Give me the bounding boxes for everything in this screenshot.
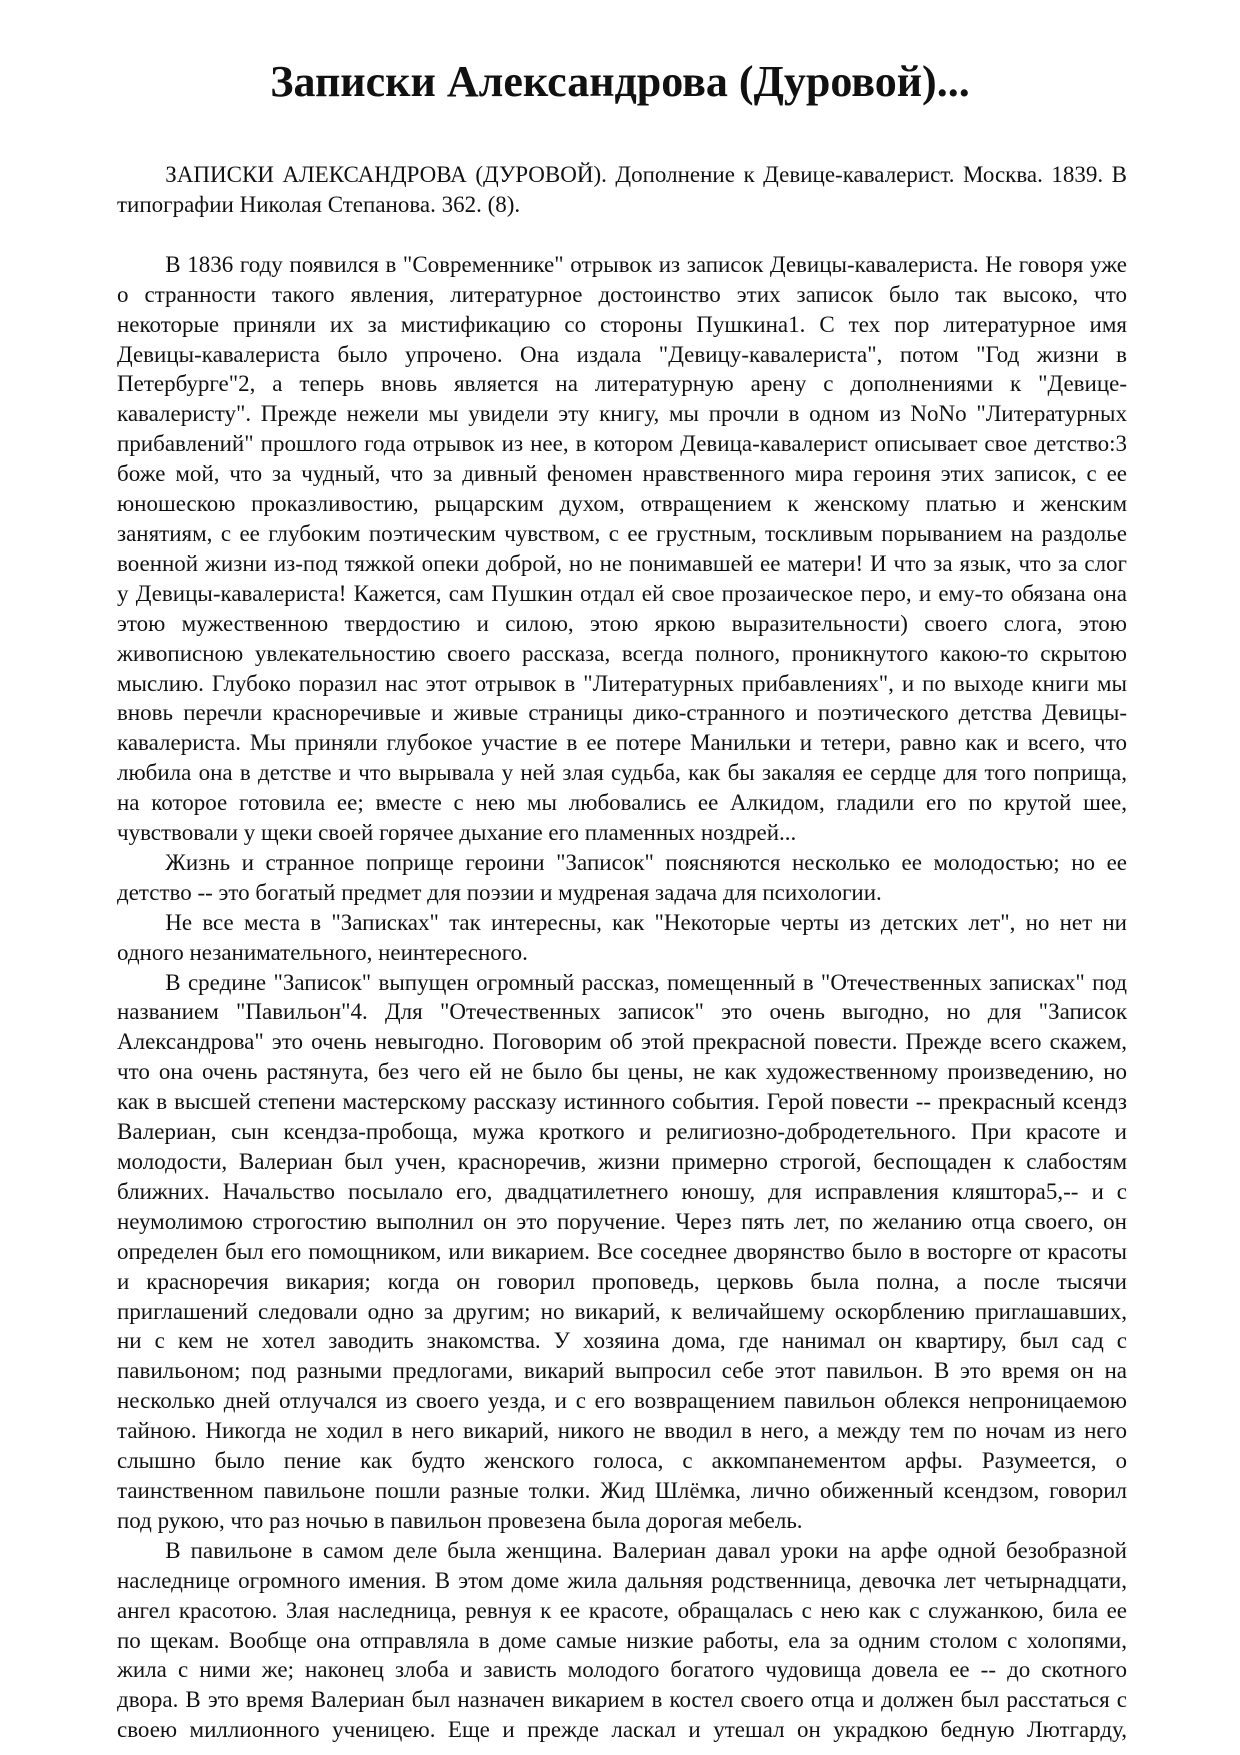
text-line: Александрова" это очень невыгодно. Поговорим об этой прекрасной повести. Прежде всего скажем, [117,1029,1127,1055]
text-line: на которое готовила ее; вместе с нею мы любовались ее Алкидом, гладили его по крутой шее, [117,790,1127,816]
text-line: таинственном павильоне пошли разные толки. Жид Шлёмка, лично обиженный ксендзом, говорил [117,1477,1127,1503]
text-line: слышно было пение как будто женского голоса, с аккомпанементом арфы. Разумеется, о [117,1448,1127,1474]
text-line: определен был его помощником, или викарием. Все соседнее дворянство было в восторге от красоты [117,1238,1127,1264]
text-line: живописною увлекательностию своего рассказа, всегда полного, проникнутого какою-то скрытою [117,640,1127,666]
text-line: ангел красотою. Злая наследница, ревнуя к ее красоте, обращалась с нею как с служанкою, била ее [117,1597,1127,1623]
text-line: неумолимою строгостию выполнил он это поручение. Через пять лет, по желанию отца своего, он [117,1208,1127,1234]
paragraph [117,968,1127,1536]
text-line: Валериан, сын ксендза-пробоща, мужа кроткого и религиозно-добродетельного. При красоте и [117,1119,1127,1145]
text-line: военной жизни из-под тяжкой опеки доброй, но не понимавшей ее матери! И что за язык, что за слог [117,550,1127,576]
text-line: по щекам. Вообще она отправляла в доме самые низкие работы, ела за одним столом с холопями, [117,1627,1127,1653]
text-line: ни с кем не хотел заводить знакомства. У хозяина дома, где нанимал он квартиру, был сад с [117,1328,1127,1354]
paragraph [117,848,1127,908]
text-line: боже мой, что за чудный, что за дивный феномен нравственного мира героиня этих записок, с ее [117,461,1127,487]
paragraph [117,908,1127,968]
text-line: типографии Николая Степанова. 362. (8). [117,191,521,217]
text-line: что она очень растянута, без чего ей не было бы цены, не как художественному произведению, но [117,1059,1127,1085]
text-line: детство -- это богатый предмет для поэзии и мудреная задача для психологии. [117,879,882,905]
text-line: жила с ними же; наконец злоба и зависть молодого богатого чудовища довела ее -- до скотного [117,1657,1127,1683]
text-line: названием "Павильон"4. Для "Отечественных записок" это очень выгодно, но для "Записок [117,999,1127,1025]
paragraph-gap [117,220,1127,250]
text-line: Жизнь и странное поприще героини "Записок" поясняются несколько ее молодостью; но ее [165,849,1127,875]
text-line: чувствовали у щеки своей горячее дыхание его пламенных ноздрей... [117,820,797,846]
text-line: молодости, Валериан был учен, красноречив, жизни примерно строгой, беспощаден к слабостям [117,1149,1127,1174]
text-line: вновь перечли красноречивые и живые страницы дико-странного и поэтического детства Девицы- [117,700,1127,726]
text-line: о странности такого явления, литературное достоинство этих записок было так высоко, что [117,281,1127,307]
text-line: Не все места в "Записках" так интересны, как "Некоторые черты из детских лет", но нет ни [165,909,1127,935]
paragraph [117,1536,1127,1745]
text-line: В средине "Записок" выпущен огромный рассказ, помещенный в "Отечественных записках" под [165,969,1127,995]
text-line: под рукою, что раз ночью в павильон провезена была дорогая мебель. [117,1507,803,1533]
text-line: тайною. Никогда не ходил в него викарий, никого не вводил в него, а между тем по ночам из него [117,1418,1127,1444]
text-line: прибавлений" прошлого года отрывок из нее, в котором Девица-кавалерист описывает свое детство:3 [117,431,1127,457]
text-line: занятиям, с ее глубоким поэтическим чувством, с ее грустным, тоскливым порыванием на раздолье [117,520,1127,546]
text-line: ЗАПИСКИ АЛЕКСАНДРОВА (ДУРОВОЙ). Дополнение к Девице-кавалерист. Москва. 1839. В [165,162,1127,187]
document-title: Записки Александрова (Дуровой)... [270,57,970,106]
text-line: мыслию. Глубоко поразил нас этот отрывок в "Литературных прибавлениях", и по выходе книги мы [117,670,1127,696]
text-line: несколько дней отлучался из своего уезда, и с его возвращением павильон облекся непроницаемою [117,1388,1127,1414]
text-line: некоторые приняли их за мистификацию со стороны Пушкина1. С тех пор литературное имя [117,311,1127,337]
text-line: кавалеристу". Прежде нежели мы увидели эту книгу, мы прочли в одном из NoNo "Литературных [117,401,1127,427]
text-line: В павильоне в самом деле была женщина. Валериан давал уроки на арфе одной безобразной [165,1537,1127,1563]
text-line: ближних. Начальство посылало его, двадцатилетнего юношу, для исправления кляштора5,-- и с [117,1178,1127,1204]
text-line: приглашений следовали одно за другим; но викарий, к величайшему оскорблению приглашавших, [117,1298,1127,1324]
text-line: Петербурге"2, а теперь вновь является на литературную арену с дополнениями к "Девице- [117,371,1127,397]
text-line: двора. В это время Валериан был назначен викарием в костел своего отца и должен был расстаться с [117,1687,1127,1713]
paragraph-bibliography [117,160,1127,220]
text-line: у Девицы-кавалериста! Кажется, сам Пушкин отдал ей свое прозаическое перо, и ему-то обязана она [117,580,1127,606]
text-line: одного незанимательного, неинтересного. [117,939,528,965]
text-line: Девицы-кавалериста было упрочено. Она издала "Девицу-кавалериста", потом "Год жизни в [117,341,1127,367]
text-line: кавалериста. Мы приняли глубокое участие в ее потере Манильки и тетери, равно как и всего, что [117,730,1127,756]
text-line: наследнице огромного имения. В этом доме жила дальняя родственница, девочка лет четырнадцати, [117,1567,1127,1593]
text-line: В 1836 году появился в "Современнике" отрывок из записок Девицы-кавалериста. Не говоря уже [165,251,1127,277]
text-line: любила она в детстве и что вырывала у ней злая судьба, как бы закаляя ее сердце для того поприща, [117,760,1127,786]
paragraph [117,250,1127,848]
text-line: своею миллионного ученицею. Еще и прежде ласкал и утешал он украдкою бедную Лютгарду, [117,1717,1127,1743]
text-line: как в высшей степени мастерскому рассказу истинного события. Герой повести -- прекрасный ксендз [117,1089,1127,1115]
text-line: и красноречия викария; когда он говорил проповедь, церковь была полна, а после тысячи [117,1268,1127,1294]
text-line: этою мужественною твердостию и силою, этою яркою выразительности) своего слога, этою [117,610,1127,636]
text-line: юношескою проказливостию, рыцарским духом, отвращением к женскому платью и женским [117,491,1127,517]
text-line: павильоном; под разными предлогами, викарий выпросил себе этот павильон. В это время он на [117,1358,1127,1384]
document-body [117,160,1127,1745]
